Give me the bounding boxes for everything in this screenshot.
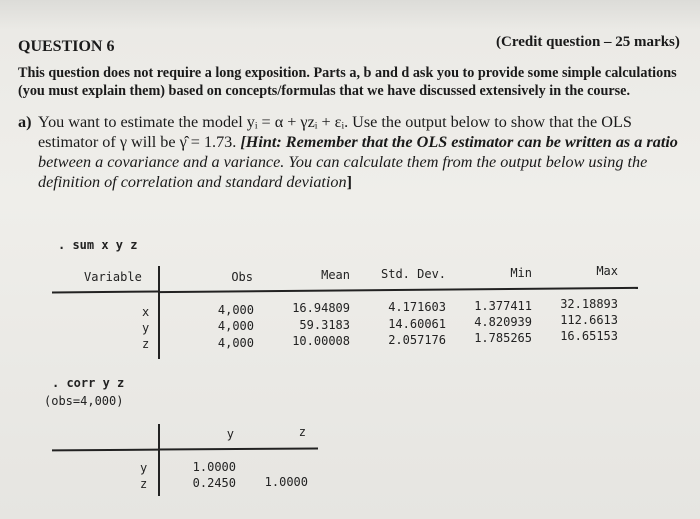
corr-obs: (obs=4,000) — [44, 394, 124, 408]
intro-line-1: This question does not require a long exposition. Parts a, b and d ask you to provide some simple calculations — [18, 65, 677, 81]
sum-row-obs: 4,000 — [217, 319, 254, 333]
sum-header-mean: Mean — [321, 268, 350, 282]
corr-row-c1: 0.2450 — [192, 476, 236, 490]
part-a-line-2 — [38, 132, 690, 152]
corr-header-y: y — [226, 427, 234, 441]
sum-row-mean: 16.94809 — [292, 301, 350, 315]
sum-row-min: 4.820939 — [474, 315, 532, 329]
sum-row-obs: 4,000 — [217, 336, 254, 350]
sum-row-max: 16.65153 — [560, 329, 618, 343]
sum-row-sd: 4.171603 — [388, 300, 446, 314]
part-a-line-1: You want to estimate the model yᵢ = α + γzᵢ + εᵢ. Use the output below to show that the OLS — [38, 113, 632, 131]
sum-row-sd: 2.057176 — [388, 333, 446, 347]
part-a-label: a) — [18, 113, 32, 131]
corr-command: . corr y z — [52, 376, 125, 390]
corr-row-var: y — [140, 461, 148, 475]
part-a-hint: [Hint: Remember that the OLS estimator can be written as a ratio — [240, 133, 678, 151]
part-a-line-4 — [38, 172, 690, 192]
corr-row-c1: 1.0000 — [192, 460, 236, 474]
sum-row-var: z — [142, 337, 150, 351]
sum-row-obs: 4,000 — [217, 303, 254, 317]
corr-row-var: z — [140, 477, 148, 491]
sum-rule-right — [158, 287, 638, 293]
part-a-estimator-text: estimator of γ will be γ̂ = 1.73. — [38, 133, 237, 151]
corr-row-c2: 1.0000 — [264, 475, 308, 489]
sum-row-var: x — [142, 305, 150, 319]
part-a-bracket-close: ] — [346, 173, 352, 191]
sum-row-max: 32.18893 — [560, 297, 618, 311]
part-a-line-4-text: definition of correlation and standard deviation — [38, 173, 347, 191]
part-a-line-3: between a covariance and a variance. You can calculate them from the output below using the — [38, 153, 648, 171]
part-a — [18, 112, 690, 192]
corr-rule-vertical — [158, 424, 160, 496]
sum-row-max: 112.6613 — [560, 313, 618, 327]
sum-row-mean: 59.3183 — [299, 318, 350, 332]
sum-row-sd: 14.60061 — [388, 317, 446, 331]
sum-header-obs: Obs — [231, 270, 253, 284]
sum-rule-vertical — [158, 266, 160, 359]
sum-header-sd: Std. Dev. — [381, 267, 447, 281]
sum-row-min: 1.377411 — [474, 299, 532, 313]
sum-header-max: Max — [596, 264, 618, 278]
credit-label: (Credit question – 25 marks) — [496, 34, 680, 50]
question-title: QUESTION 6 — [18, 38, 115, 55]
sum-row-min: 1.785265 — [474, 331, 532, 345]
corr-rule-left — [52, 449, 158, 451]
sum-rule-left — [52, 291, 158, 293]
sum-header-min: Min — [510, 266, 532, 280]
intro-text — [18, 64, 688, 100]
corr-header-z: z — [298, 425, 306, 439]
corr-rule-right — [158, 447, 318, 450]
sum-row-mean: 10.00008 — [292, 334, 350, 348]
sum-row-var: y — [142, 321, 150, 335]
sum-command: . sum x y z — [58, 238, 138, 252]
sum-header-variable: Variable — [84, 270, 142, 284]
intro-line-2: (you must explain them) based on concepts/formulas that we have discussed extensively in the course. — [18, 83, 631, 99]
